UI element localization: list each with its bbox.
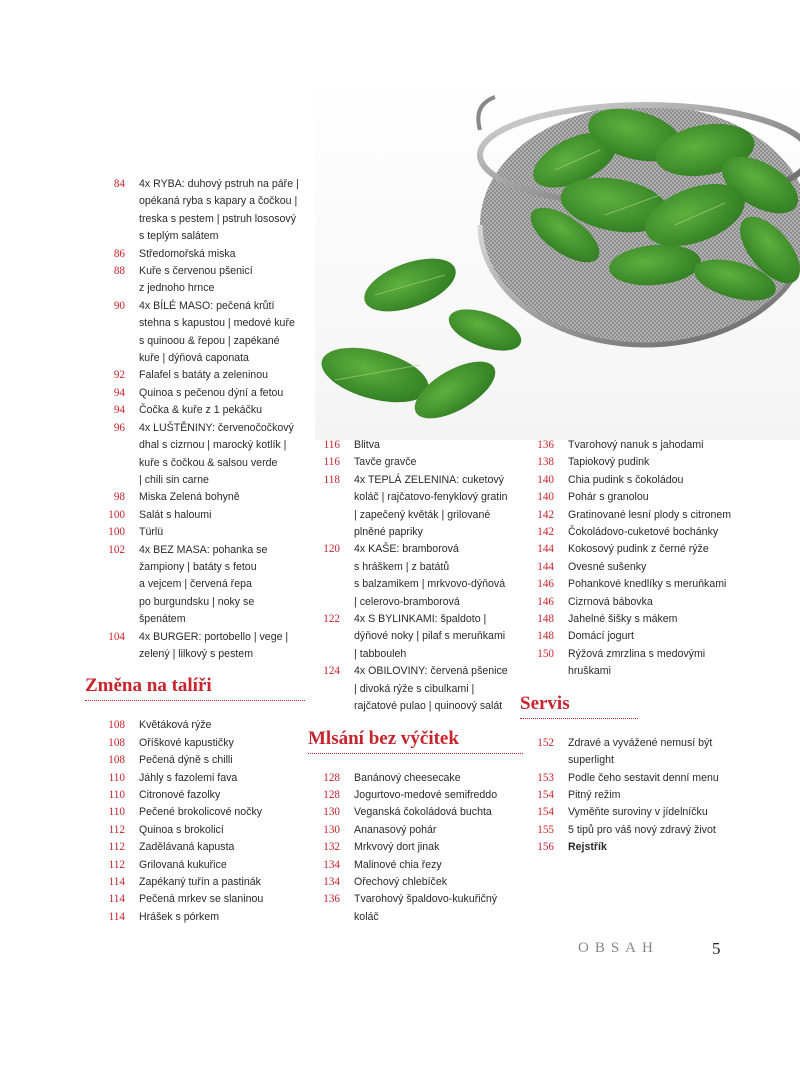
toc-entry-title <box>554 437 760 454</box>
toc-entry-line: stehna s kapustou | medové kuře <box>139 317 295 330</box>
toc-page-number: 146 <box>537 595 554 608</box>
toc-entry-line: 4x TEPLÁ ZELENINA: cuketový <box>354 473 504 486</box>
toc-page-number: 120 <box>323 543 340 556</box>
toc-entry-title <box>125 822 305 839</box>
toc-entry-line: Türlü <box>139 526 164 539</box>
toc-entry <box>308 874 523 891</box>
toc-entry-line: 4x RYBA: duhový pstruh na páře | <box>139 178 299 190</box>
toc-entry-line: 4x KAŠE: bramborová <box>354 543 459 556</box>
toc-page-number: 130 <box>323 806 340 819</box>
toc-entry-line: dýňové noky | pilaf s meruňkami <box>354 630 506 643</box>
toc-entry-line: Zadělávaná kapusta <box>139 841 235 854</box>
toc-entry-line: Citronové fazolky <box>139 789 221 801</box>
toc-entry-line: s balzamikem | mrkvovo-dýňová <box>354 578 506 591</box>
toc-entry <box>85 402 305 419</box>
toc-section-entries <box>308 770 523 927</box>
toc-entries <box>520 437 760 681</box>
toc-page-number: 110 <box>108 806 125 819</box>
toc-entry-line: s quinoou & řepou | zapékané <box>139 334 280 347</box>
toc-entry-line: Pitný režim <box>568 788 621 801</box>
toc-entry <box>85 298 305 368</box>
toc-entry <box>308 437 523 454</box>
toc-entry-title <box>554 611 760 628</box>
toc-entry-line: zelený | lilkový s pestem <box>139 647 254 660</box>
toc-entry <box>308 472 523 542</box>
toc-entry-title <box>125 524 305 541</box>
toc-entry-title <box>340 663 523 715</box>
toc-entry-title <box>125 246 305 263</box>
toc-entry-line: Hrášek s pórkem <box>139 910 220 923</box>
toc-page-number: 142 <box>537 508 554 521</box>
toc-page-number: 116 <box>323 439 340 451</box>
toc-page-number: 128 <box>323 771 340 784</box>
toc-entries <box>308 437 523 716</box>
toc-entry <box>308 891 523 926</box>
toc-entry-line: | zapečený květák | grilované <box>354 508 491 521</box>
toc-entry <box>308 804 523 821</box>
toc-entry-line: Ananasový pohár <box>354 823 437 836</box>
toc-entry-line: Miska Zelená bohyně <box>139 491 240 504</box>
toc-entry-title <box>340 857 523 874</box>
toc-entry-line: | divoká rýže s cibulkami | <box>354 682 475 695</box>
toc-page-number: 98 <box>113 491 125 504</box>
toc-page-number: 110 <box>108 771 125 784</box>
toc-page-number: 116 <box>323 456 340 469</box>
toc-entry-line: | tabbouleh <box>354 647 407 660</box>
toc-entry-title <box>340 787 523 804</box>
toc-entry <box>308 770 523 787</box>
toc-page-number: 144 <box>537 543 554 556</box>
toc-entry-title <box>125 717 305 734</box>
toc-entry-line: Kuře s červenou pšenicí <box>139 265 253 278</box>
toc-entry <box>520 489 760 506</box>
toc-entry <box>85 246 305 263</box>
toc-page-number: 154 <box>537 788 554 801</box>
toc-page-number: 153 <box>537 771 554 784</box>
toc-page-number: 88 <box>113 265 125 278</box>
toc-page-number: 130 <box>323 823 340 836</box>
toc-entry-title <box>554 524 760 541</box>
toc-entry-line: s teplým salátem <box>139 230 219 243</box>
toc-entry-title <box>125 402 305 419</box>
toc-entry-line: a vejcem | červená řepa <box>139 578 252 591</box>
toc-entry <box>520 559 760 576</box>
toc-page-number: 86 <box>113 247 125 260</box>
toc-page-number: 148 <box>537 613 554 626</box>
toc-entry-line: Jahelné šišky s mákem <box>568 613 678 626</box>
toc-entry-title <box>125 770 305 787</box>
toc-entry-line: opékaná ryba s kapary a čočkou | <box>139 195 298 208</box>
toc-entry <box>520 787 760 804</box>
toc-entry <box>85 735 305 752</box>
toc-page-number: 112 <box>108 841 125 854</box>
toc-entry-title <box>554 454 760 471</box>
toc-entry-title <box>125 489 305 506</box>
toc-section-entries <box>85 717 305 926</box>
toc-entry-line: Malinové chia řezy <box>354 858 442 871</box>
toc-entry <box>308 822 523 839</box>
toc-entry-line: 4x BEZ MASA: pohanka se <box>139 543 268 556</box>
toc-entry-title <box>554 646 760 681</box>
toc-entry-line: plněné papriky <box>354 526 423 539</box>
toc-entry-line: Grilovaná kukuřice <box>139 858 227 871</box>
toc-entry-title <box>125 787 305 804</box>
toc-entry <box>85 524 305 541</box>
toc-entry-line: Pohankové knedlíky s meruňkami <box>568 578 727 591</box>
toc-entry-line: 5 tipů pro váš nový zdravý život <box>568 823 716 836</box>
toc-entry <box>520 646 760 681</box>
toc-entry <box>308 663 523 715</box>
toc-entry <box>85 787 305 804</box>
page-number: 5 <box>712 939 721 958</box>
toc-entry <box>85 176 305 246</box>
toc-entry-title <box>125 839 305 856</box>
toc-page-number: 92 <box>113 369 125 382</box>
toc-entry-title <box>125 542 305 629</box>
toc-entry <box>520 611 760 628</box>
toc-entry-line: Oříškové kapustičky <box>139 736 234 749</box>
toc-entry-line: špenátem <box>139 613 186 626</box>
toc-entry-line: Mrkvový dort jinak <box>354 841 440 854</box>
toc-entry-line: 4x S BYLINKAMI: špaldoto | <box>354 613 487 626</box>
toc-page-number: 136 <box>323 893 340 906</box>
toc-entry-line: hruškami <box>568 665 611 678</box>
section-heading-servis: Servis <box>520 693 638 719</box>
toc-entry-title <box>554 559 760 576</box>
toc-entry-title <box>125 263 305 298</box>
toc-entry <box>308 857 523 874</box>
section-heading-mlsani: Mlsání bez výčitek <box>308 728 523 754</box>
toc-entry-title <box>554 804 760 821</box>
toc-entry-line: Tavče gravče <box>354 456 417 469</box>
toc-entry-title <box>125 507 305 524</box>
toc-entry <box>520 576 760 593</box>
footer-label: OBSAH <box>578 940 659 956</box>
toc-entry-title <box>125 420 305 490</box>
toc-entry-line: superlight <box>568 754 614 767</box>
toc-page-number: 140 <box>537 473 554 486</box>
toc-entry-title <box>125 891 305 908</box>
toc-page-number: 102 <box>108 543 125 556</box>
toc-entry <box>520 472 760 489</box>
toc-entry-title <box>554 839 760 856</box>
toc-entry-line: Čočka & kuře z 1 pekáčku <box>139 404 263 417</box>
toc-entry-title <box>554 628 760 645</box>
toc-entry-line: Květáková rýže <box>139 719 212 732</box>
toc-entry-line: 4x LUŠTĚNINY: červenočočkový <box>139 421 294 434</box>
toc-entry-line: Kokosový pudink z černé rýže <box>568 543 709 556</box>
toc-entry-line: Středomořská miska <box>139 247 236 260</box>
toc-entry-line: Banánový cheesecake <box>354 771 461 784</box>
toc-entry <box>308 611 523 663</box>
toc-entry-title <box>125 176 305 246</box>
toc-entries <box>85 176 305 663</box>
toc-entry-title <box>125 629 305 664</box>
toc-entry <box>85 420 305 490</box>
toc-entry <box>520 839 760 856</box>
toc-entry-line: Tvarohový špaldovo-kukuřičný <box>354 893 498 906</box>
toc-page-number: 112 <box>108 823 125 836</box>
toc-entry-title <box>554 507 760 524</box>
toc-column-1 <box>85 176 305 926</box>
toc-entry <box>85 857 305 874</box>
toc-entry <box>85 770 305 787</box>
toc-entry-title <box>125 804 305 821</box>
toc-page-number: 124 <box>323 665 340 678</box>
toc-entry <box>85 385 305 402</box>
toc-entry-title <box>554 822 760 839</box>
toc-entry <box>85 489 305 506</box>
toc-entry-line: Blitva <box>354 439 380 451</box>
toc-entry-line: po burgundsku | noky se <box>139 595 255 608</box>
toc-entry-line: | chili sin carne <box>139 473 209 486</box>
toc-entry <box>85 542 305 629</box>
toc-entry <box>85 804 305 821</box>
toc-page-number: 148 <box>537 630 554 643</box>
section-heading-zmena: Změna na talíři <box>85 675 305 701</box>
toc-entry-line: Rýžová zmrzlina s medovými <box>568 647 706 660</box>
toc-entry-title <box>340 822 523 839</box>
toc-entry-title <box>340 770 523 787</box>
toc-entry-line: Pečená mrkev se slaninou <box>139 893 264 906</box>
toc-page-number: 146 <box>537 578 554 591</box>
toc-page-number: 128 <box>323 788 340 801</box>
toc-entry-line: Chia pudink s čokoládou <box>568 473 684 486</box>
toc-entry-title <box>554 489 760 506</box>
toc-entry-title <box>340 454 523 471</box>
toc-entry-title <box>125 857 305 874</box>
toc-entry-line: Falafel s batáty a zeleninou <box>139 369 268 382</box>
toc-page-number: 142 <box>537 526 554 539</box>
toc-page-number: 100 <box>108 526 125 539</box>
toc-entry-line: koláč | rajčatovo-fenyklový gratin <box>354 491 508 504</box>
toc-entry-line: Quinoa s brokolicí <box>139 823 224 836</box>
toc-entry-line: Ořechový chlebíček <box>354 875 448 888</box>
toc-entry-line: treska s pestem | pstruh lososový <box>139 212 297 225</box>
toc-page-number: 144 <box>537 560 554 573</box>
toc-entry-title <box>554 770 760 787</box>
toc-entry <box>85 909 305 926</box>
toc-page-number: 132 <box>323 841 340 854</box>
toc-entry-line: 4x BÍLÉ MASO: pečená krůtí <box>139 299 275 312</box>
toc-entry-title <box>340 804 523 821</box>
toc-entry-title <box>340 611 523 663</box>
toc-page-number: 100 <box>108 508 125 521</box>
toc-entry <box>85 507 305 524</box>
toc-entry-line: Gratinované lesní plody s citronem <box>568 508 732 521</box>
toc-entry-line: s hráškem | z batátů <box>354 560 450 573</box>
toc-entry-line: Zdravé a vyvážené nemusí být <box>568 736 713 749</box>
toc-page-number: 150 <box>537 647 554 660</box>
toc-entry <box>308 787 523 804</box>
toc-entry-title <box>125 735 305 752</box>
toc-entry-title <box>125 752 305 769</box>
toc-entry-line: Tapiokový pudink <box>568 456 650 469</box>
toc-entry <box>85 822 305 839</box>
toc-entry-title <box>125 909 305 926</box>
toc-page-number: 94 <box>113 404 125 417</box>
toc-entry-line: Zapékaný tuřín a pastinák <box>139 876 261 889</box>
toc-entry <box>308 454 523 471</box>
toc-entry-title <box>554 576 760 593</box>
toc-entry-title <box>125 367 305 384</box>
toc-entry <box>520 454 760 471</box>
toc-entry <box>520 770 760 787</box>
toc-entry-title <box>340 437 523 454</box>
toc-page-number: 154 <box>537 806 554 819</box>
toc-entry-line: kuře s čočkou & salsou verde <box>139 456 278 469</box>
toc-entry-title <box>340 541 523 611</box>
toc-entry <box>520 822 760 839</box>
toc-page-number: 134 <box>323 858 340 871</box>
toc-page-number: 114 <box>108 893 125 906</box>
toc-entry <box>520 628 760 645</box>
toc-entry <box>308 839 523 856</box>
toc-page-number: 140 <box>537 491 554 504</box>
toc-page-number: 94 <box>113 386 125 399</box>
toc-page-number: 136 <box>537 439 554 451</box>
toc-entry-line: Podle čeho sestavit denní menu <box>568 771 719 784</box>
toc-page-number: 156 <box>537 841 554 854</box>
toc-entry-title <box>554 787 760 804</box>
toc-page-number: 96 <box>113 421 125 434</box>
toc-page-number: 114 <box>108 876 125 889</box>
toc-page-number: 138 <box>537 456 554 469</box>
toc-entry-title <box>340 874 523 891</box>
toc-page-number: 108 <box>108 736 125 749</box>
toc-page-number: 118 <box>323 473 340 486</box>
toc-page-number: 84 <box>113 178 125 190</box>
toc-entry-line: Pečená dýně s chilli <box>139 754 233 767</box>
toc-page-number: 134 <box>323 875 340 888</box>
toc-page-number: 108 <box>108 719 125 732</box>
toc-entry-line: Čokoládovo-cuketové bochánky <box>568 526 719 539</box>
toc-entry <box>520 594 760 611</box>
toc-entry <box>85 752 305 769</box>
toc-section-entries <box>520 735 760 857</box>
toc-entry-title <box>340 839 523 856</box>
toc-entry-line: Pohár s granolou <box>568 491 649 504</box>
toc-entry-line: Vyměňte suroviny v jídelníčku <box>568 806 708 819</box>
toc-entry-line: žampiony | batáty s fetou <box>139 560 257 573</box>
toc-entry-title <box>340 891 523 926</box>
toc-entry-line: Ovesné sušenky <box>568 560 647 573</box>
toc-entry <box>520 735 760 770</box>
toc-entry <box>308 541 523 611</box>
toc-entry-line: Jogurtovo-medové semifreddo <box>354 788 498 801</box>
toc-entry-line: Rejstřík <box>568 841 607 854</box>
toc-entry-line: 4x OBILOVINY: červená pšenice <box>354 665 508 678</box>
toc-entry <box>520 541 760 558</box>
toc-entry-line: z jednoho hrnce <box>139 282 215 295</box>
toc-entry <box>85 717 305 734</box>
toc-entry-line: | celerovo-bramborová <box>354 595 460 608</box>
toc-entry-line: dhal s cizrnou | marocký kotlík | <box>139 439 287 452</box>
toc-entry <box>85 891 305 908</box>
toc-page-number: 108 <box>108 754 125 767</box>
toc-entry-line: Cizrnová bábovka <box>568 595 653 608</box>
toc-entry <box>520 437 760 454</box>
toc-entry-line: 4x BURGER: portobello | vege | <box>139 630 289 643</box>
toc-entry <box>520 804 760 821</box>
toc-page-number: 152 <box>537 736 554 749</box>
toc-entry-title <box>554 594 760 611</box>
toc-entry <box>85 874 305 891</box>
toc-entry-line: Quinoa s pečenou dýní a fetou <box>139 386 284 399</box>
toc-page-number: 104 <box>108 630 125 643</box>
toc-page-number: 155 <box>537 823 554 836</box>
toc-page-number: 90 <box>113 299 125 312</box>
toc-entry <box>85 629 305 664</box>
toc-entry-line: rajčatové pulao | quinoový salát <box>354 700 503 713</box>
toc-entry-line: Jáhly s fazolemi fava <box>139 771 238 784</box>
toc-entry-line: Veganská čokoládová buchta <box>354 806 492 819</box>
toc-entry <box>520 524 760 541</box>
toc-entry-title <box>554 735 760 770</box>
toc-page-number: 110 <box>108 789 125 801</box>
toc-entry-title <box>340 472 523 542</box>
toc-entry-line: Domácí jogurt <box>568 630 634 643</box>
toc-entry-line: kuře | dýňová caponata <box>139 352 249 365</box>
spinach-colander-photo <box>315 75 800 440</box>
toc-entry-title <box>554 541 760 558</box>
toc-entry <box>520 507 760 524</box>
toc-column-3 <box>520 437 760 857</box>
toc-entry-title <box>554 472 760 489</box>
toc-page-number: 122 <box>323 613 340 626</box>
toc-entry-title <box>125 874 305 891</box>
toc-entry <box>85 367 305 384</box>
toc-entry-line: Tvarohový nanuk s jahodami <box>568 439 704 451</box>
toc-entry-title <box>125 298 305 368</box>
toc-entry-line: koláč <box>354 910 379 923</box>
toc-entry <box>85 839 305 856</box>
toc-page-number: 114 <box>108 910 125 923</box>
toc-entry-title <box>125 385 305 402</box>
toc-entry-line: Pečené brokolicové nočky <box>139 806 263 819</box>
toc-page-number: 112 <box>108 858 125 871</box>
toc-entry <box>85 263 305 298</box>
toc-entry-line: Salát s haloumi <box>139 508 212 521</box>
toc-column-2 <box>308 437 523 926</box>
